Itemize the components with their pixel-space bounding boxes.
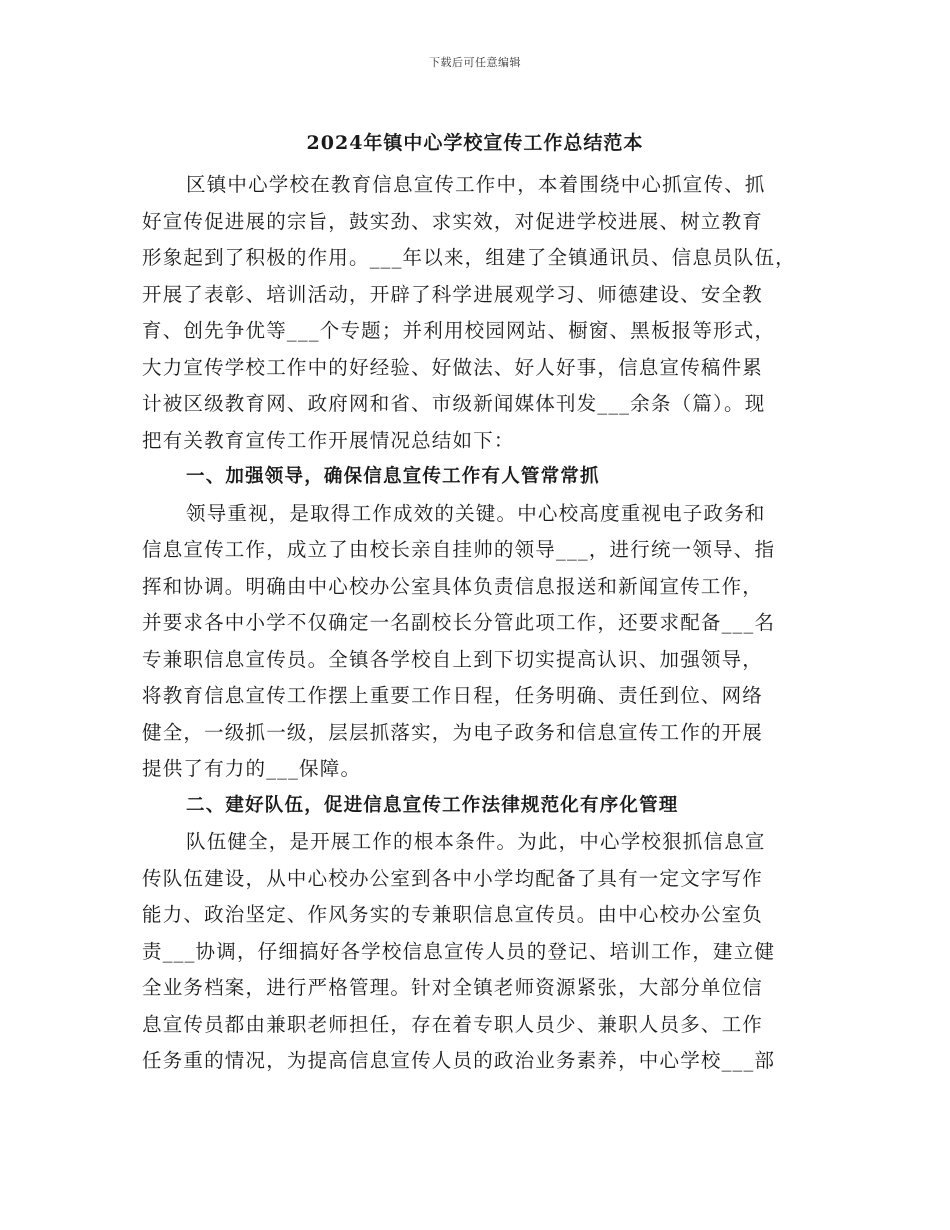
paragraph-line: 大力宣传学校工作中的好经验、好做法、好人好事，信息宣传稿件累: [142, 355, 764, 379]
paragraph-line: 息宣传员都由兼职老师担任，存在着专职人员少、兼职人员多、工作: [142, 1012, 764, 1036]
paragraph-line: 育、创先争优等___个专题；并利用校园网站、橱窗、黑板报等形式，: [142, 319, 776, 342]
paragraph-line: 计被区级教育网、政府网和省、市级新闻媒体刊发___余条（篇）。现: [142, 392, 766, 415]
paragraph-line: 健全，一级抓一级，层层抓落实，为电子政务和信息宣传工作的开展: [142, 720, 764, 744]
document-title: 2024年镇中心学校宣传工作总结范本: [306, 132, 644, 154]
section-heading: 一、加强领导，确保信息宣传工作有人管常常抓: [186, 466, 600, 487]
paragraph-line: 专兼职信息宣传员。全镇各学校自上到下切实提高认识、加强领导，: [142, 647, 764, 671]
paragraph-line: 把有关教育宣传工作开展情况总结如下：: [142, 428, 515, 452]
paragraph-line: 信息宣传工作，成立了由校长亲自挂帅的领导___，进行统一领导、指: [142, 538, 776, 561]
paragraph-line: 传队伍建设，从中心校办公室到各中小学均配备了具有一定文字写作: [142, 866, 764, 890]
header-note: 下载后可任意编辑: [429, 56, 521, 69]
paragraph-line: 挥和协调。明确由中心校办公室具体负责信息报送和新闻宣传工作，: [142, 574, 764, 598]
paragraph-line: 领导重视，是取得工作成效的关键。中心校高度重视电子政务和: [186, 501, 766, 525]
paragraph-line: 并要求各中小学不仅确定一名副校长分管此项工作，还要求配备___名: [142, 611, 776, 634]
document-body: [142, 167, 812, 1080]
paragraph-line: 全业务档案，进行严格管理。针对全镇老师资源紧张，大部分单位信: [142, 976, 764, 999]
paragraph-line: 提供了有力的___保障。: [142, 757, 362, 780]
paragraph-line: 形象起到了积极的作用。___年以来，组建了全镇通讯员、信息员队伍，: [142, 246, 796, 269]
paragraph-line: 能力、政治坚定、作风务实的专兼职信息宣传员。由中心校办公室负: [142, 903, 764, 926]
paragraph-line: 开展了表彰、培训活动，开辟了科学进展观学习、师德建设、安全教: [142, 282, 764, 306]
paragraph-line: 好宣传促进展的宗旨，鼓实劲、求实效，对促进学校进展、树立教育: [142, 209, 764, 233]
paragraph-line: 责___协调，仔细搞好各学校信息宣传人员的登记、培训工作，建立健: [142, 939, 776, 963]
paragraph-line: 任务重的情况，为提高信息宣传人员的政治业务素养，中心学校___部: [142, 1049, 776, 1072]
paragraph-line: 区镇中心学校在教育信息宣传工作中，本着围绕中心抓宣传、抓: [186, 173, 766, 196]
paragraph-line: 队伍健全，是开展工作的根本条件。为此，中心学校狠抓信息宣: [186, 830, 766, 853]
section-heading: 二、建好队伍，促进信息宣传工作法律规范化有序化管理: [186, 794, 679, 816]
paragraph-line: 将教育信息宣传工作摆上重要工作日程，任务明确、责任到位、网络: [142, 684, 764, 707]
